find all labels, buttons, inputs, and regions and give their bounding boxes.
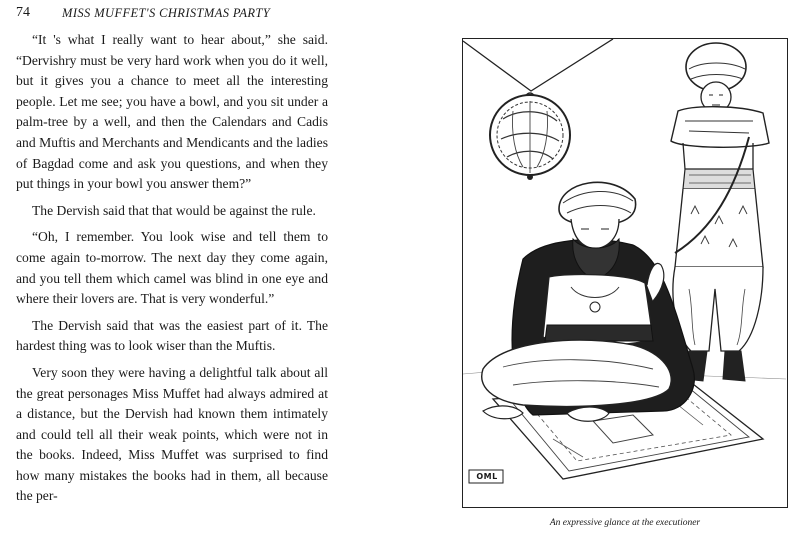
left-page (0, 0, 350, 540)
seated-dervish (482, 182, 695, 421)
paragraph: The Dervish said that was the easiest part of it. The hardest thing was to look wiser than the Muftis. (16, 317, 328, 354)
body-text (16, 30, 328, 513)
hanging-lantern (490, 93, 570, 180)
illustration-drawing (463, 39, 786, 506)
page-number: 74 (16, 5, 30, 20)
paragraph: “Oh, I remember. You look wise and tell them to come again to-morrow. The next day they come again, and you tell them which camel was blind in one eye and where their lovers are. That is very wonderful.” (16, 229, 328, 307)
standing-executioner (671, 43, 769, 381)
hanging-cord (463, 39, 613, 91)
illustration (462, 38, 788, 508)
running-head (16, 5, 332, 23)
running-title: MISS MUFFET'S CHRISTMAS PARTY (62, 6, 271, 20)
paragraph: Very soon they were having a delightful talk about all the great personages Miss Muffet had always admired at a distance, but the Dervish had known them intimately and could tell all their weak points, which were not in the books. Indeed, Miss Muffet was surprised to find how many mistakes the books had in them, all because the per- (16, 364, 328, 504)
illustrator-monogram: OML (476, 472, 498, 481)
paragraph: The Dervish said that that would be against the rule. (32, 202, 316, 218)
paragraph: “It 's what I really want to hear about,” she said. “Dervishry must be very hard work when you do it well, but it gives you a chance to meet all the interesting people. Let me see; you have a bowl, and you sit under a palm-tree by a well, and then the Calendars and Cadis and Muftis and Merchants and Mendicants and the ladies of Bagdad come and ask you questions, and when they put things in your bowl you answer them?” (16, 32, 328, 192)
right-page (452, 0, 788, 540)
figure-caption: An expressive glance at the executioner (549, 518, 701, 528)
